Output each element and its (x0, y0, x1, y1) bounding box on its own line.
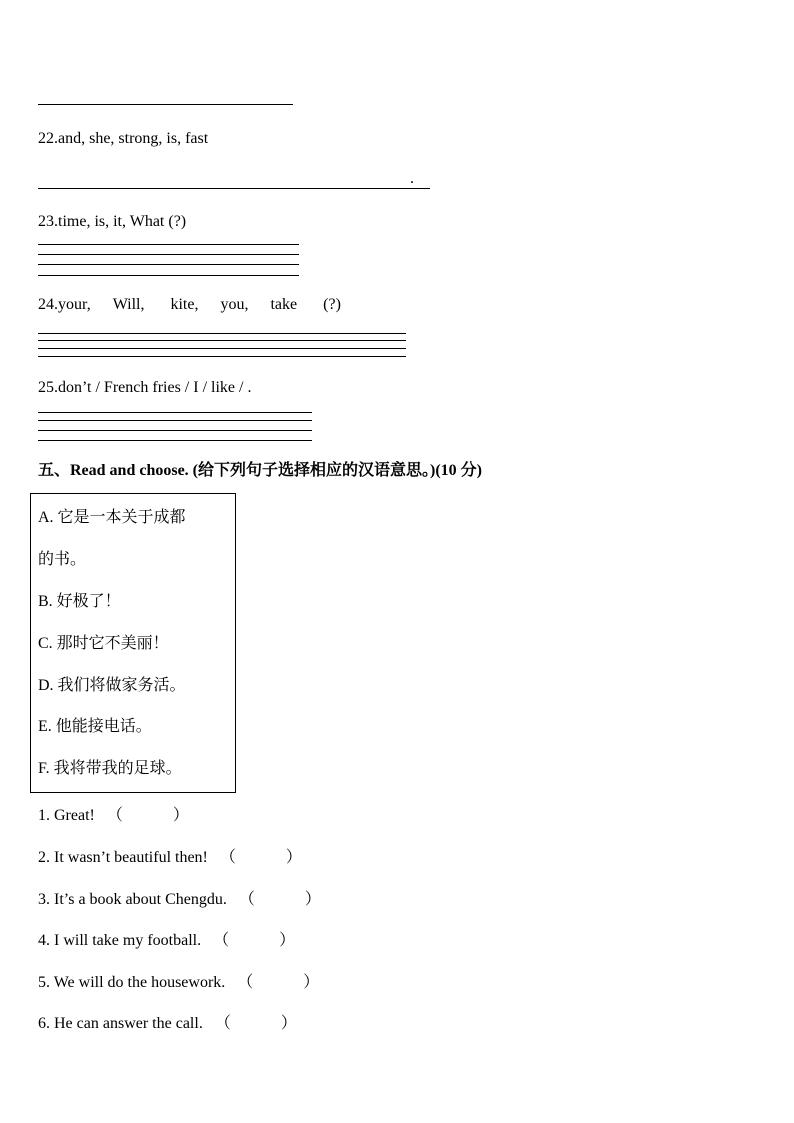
answer-blank-4[interactable]: （ ） (213, 932, 296, 949)
match-item-6 (38, 1014, 297, 1034)
section-5-title: 五、Read and choose. (给下列句子选择相应的汉语意思。)(10 分) (38, 462, 482, 479)
answer-blank-5[interactable]: （ ） (237, 974, 320, 991)
choice-b: B. 好极了！ (38, 593, 121, 610)
choice-a-line1: A. 它是一本关于成都 (38, 509, 186, 526)
q24-word: take (270, 296, 298, 313)
match-sentence: 2. It wasn’t beautiful then! (38, 849, 208, 866)
answer-line-25-1[interactable] (38, 412, 312, 413)
match-sentence: 4. I will take my football. (38, 932, 202, 949)
choice-d: D. 我们将做家务活。 (38, 677, 186, 694)
q24-word: you, (220, 296, 249, 313)
question-22: 22.and, she, strong, is, fast (38, 130, 209, 147)
answer-blank-2[interactable]: （ ） (219, 849, 302, 866)
question-25: 25.don’t / French fries / I / like / . (38, 379, 252, 396)
answer-line-24-2[interactable] (38, 340, 406, 341)
answer-line-23-4[interactable] (38, 275, 299, 276)
match-item-4 (38, 931, 295, 951)
q24-word: Will, (112, 296, 145, 313)
answer-line-22[interactable] (38, 188, 430, 189)
answer-line-25-3[interactable] (38, 430, 312, 431)
answer-line-23-2[interactable] (38, 254, 299, 255)
match-item-5 (38, 973, 319, 993)
answer-line-24-3[interactable] (38, 348, 406, 349)
answer-line-25-2[interactable] (38, 420, 312, 421)
answer-blank-1[interactable]: （ ） (106, 807, 189, 824)
answer-line-23-1[interactable] (38, 244, 299, 245)
q24-word: kite, (170, 296, 199, 313)
match-item-1 (38, 806, 189, 826)
match-sentence: 3. It’s a book about Chengdu. (38, 891, 227, 908)
answer-line-24-4[interactable] (38, 356, 406, 357)
answer-blank-3[interactable]: （ ） (238, 891, 321, 908)
q24-word: (?) (323, 296, 341, 313)
answer-line-23-3[interactable] (38, 264, 299, 265)
choice-a-line2: 的书。 (38, 551, 87, 568)
match-item-2 (38, 848, 302, 868)
choice-e: E. 他能接电话。 (38, 718, 152, 735)
q24-word: 24.your, (38, 296, 91, 313)
answer-line-25-4[interactable] (38, 440, 312, 441)
answer-period-22: . (410, 170, 414, 187)
match-item-3 (38, 890, 321, 910)
answer-blank-6[interactable]: （ ） (214, 1015, 297, 1032)
match-sentence: 5. We will do the housework. (38, 974, 226, 991)
choice-f: F. 我将带我的足球。 (38, 760, 182, 777)
question-24 (38, 295, 341, 315)
answer-line-24-1[interactable] (38, 333, 406, 334)
match-sentence: 6. He can answer the call. (38, 1015, 203, 1032)
answer-line-prev (38, 104, 293, 105)
match-sentence: 1. Great! (38, 807, 95, 824)
question-23: 23.time, is, it, What (?) (38, 213, 187, 230)
choice-c: C. 那时它不美丽！ (38, 635, 169, 652)
